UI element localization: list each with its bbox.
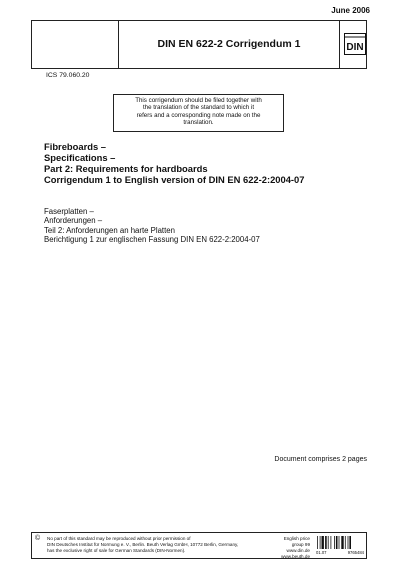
german-title-line: Berichtigung 1 zur englischen Fassung DIN EN 622-2:2004-07: [44, 235, 260, 245]
english-title-line: Part 2: Requirements for hardboards: [44, 163, 208, 174]
barcode-bar: [348, 536, 349, 549]
notice-line: has the exclusive right of sale for German Standards (DIN-Normen).: [47, 548, 186, 553]
english-title-line: Specifications –: [44, 152, 116, 163]
english-title-line: Corrigendum 1 to English version of DIN EN 622-2:2004-07: [44, 174, 305, 185]
product-code: [316, 536, 364, 556]
german-title-line: Anforderungen –: [44, 216, 103, 226]
note-line: This corrigendum should be filed together with: [135, 97, 262, 104]
header-divider-left: [118, 21, 119, 68]
copyright-notice: [47, 536, 238, 554]
beuth-website-link[interactable]: www.beuth.de: [281, 554, 310, 559]
barcode-bar: [334, 536, 335, 549]
din-website-link[interactable]: www.din.de: [286, 548, 310, 553]
footer-box: [31, 532, 367, 559]
price-and-links: [272, 536, 310, 560]
english-title-line: Fibreboards –: [44, 141, 106, 152]
barcode-bar: [317, 536, 318, 549]
code-numbers: [316, 550, 364, 555]
barcode-bar: [339, 536, 340, 549]
page-count-note: Document comprises 2 pages: [274, 456, 367, 463]
item-number: 9765484: [347, 550, 364, 555]
notice-line: DIN Deutsches Institut für Normung e. V., Berlin. Beuth Verlag GmbH, 10772 Berlin, Germany,: [47, 542, 239, 547]
barcode-bar: [331, 536, 332, 549]
barcode-bar: [322, 536, 324, 549]
barcode-icon: [316, 536, 364, 549]
barcode-bar: [349, 536, 351, 549]
edition-code: 01.07: [316, 550, 327, 555]
din-logo-text: DIN: [346, 42, 364, 53]
barcode-bar: [336, 536, 338, 549]
price-group: English price group 99: [283, 536, 310, 547]
note-line: translation.: [183, 119, 214, 127]
barcode-bar: [341, 536, 343, 549]
din-logo-icon: [344, 33, 366, 55]
english-title-block: [44, 141, 304, 185]
header-box: [31, 20, 367, 69]
publication-date: June 2006: [331, 6, 370, 15]
german-title-block: [44, 207, 260, 245]
german-title-line: Teil 2: Anforderungen an harte Platten: [44, 225, 175, 235]
barcode-bar: [328, 536, 329, 549]
barcode-bar: [320, 536, 321, 549]
filing-note-box: [113, 94, 284, 132]
ics-code: ICS 79.060.20: [46, 72, 90, 79]
barcode-bar: [325, 536, 327, 549]
barcode-bar: [345, 536, 346, 549]
document-title: DIN EN 622-2 Corrigendum 1: [157, 38, 301, 50]
note-line: refers and a corresponding note made on the: [136, 111, 261, 119]
german-title-line: Faserplatten –: [44, 207, 94, 216]
notice-line: No part of this standard may be reproduced without prior permission of: [47, 536, 191, 541]
note-line: the translation of the standard to which it: [142, 104, 255, 112]
copyright-icon: ©: [35, 535, 41, 542]
header-divider-right: [339, 21, 340, 68]
